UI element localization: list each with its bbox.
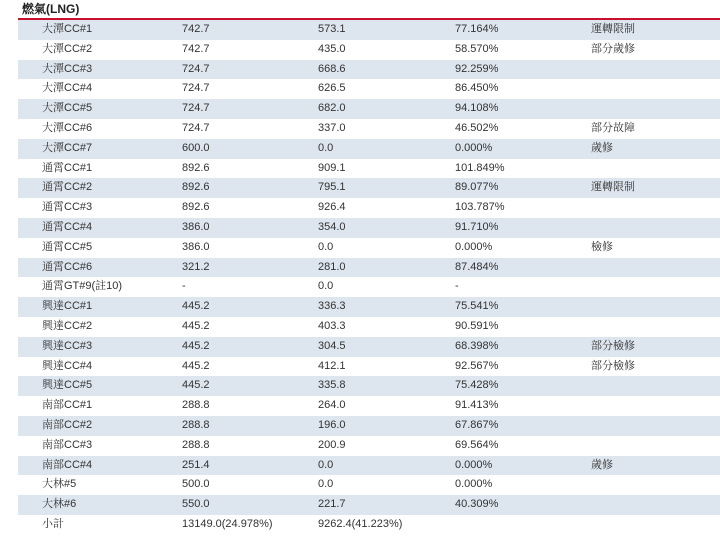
- unit-name-cell: 南部CC#3: [18, 436, 182, 456]
- ratio-cell: 103.787%: [455, 198, 591, 218]
- generation-cell: 412.1: [318, 357, 455, 377]
- unit-name-cell: 大潭CC#4: [18, 79, 182, 99]
- generation-cell: 668.6: [318, 60, 455, 80]
- ratio-cell: 0.000%: [455, 238, 591, 258]
- capacity-cell: 445.2: [182, 297, 318, 317]
- note-cell: [591, 396, 720, 416]
- ratio-cell: 90.591%: [455, 317, 591, 337]
- table-row: [18, 178, 720, 198]
- unit-name-cell: 通霄CC#5: [18, 238, 182, 258]
- capacity-cell: 892.6: [182, 178, 318, 198]
- note-cell: 部分檢修: [591, 357, 720, 377]
- capacity-cell: 724.7: [182, 60, 318, 80]
- ratio-cell: 77.164%: [455, 20, 591, 40]
- ratio-cell: 68.398%: [455, 337, 591, 357]
- note-cell: [591, 60, 720, 80]
- note-cell: 歲修: [591, 456, 720, 476]
- capacity-cell: 386.0: [182, 238, 318, 258]
- unit-name-cell: 南部CC#4: [18, 456, 182, 476]
- ratio-cell: 58.570%: [455, 40, 591, 60]
- capacity-cell: 445.2: [182, 317, 318, 337]
- capacity-cell: 321.2: [182, 258, 318, 278]
- generation-cell: 795.1: [318, 178, 455, 198]
- capacity-cell: 724.7: [182, 99, 318, 119]
- table-row: [18, 436, 720, 456]
- note-cell: [591, 297, 720, 317]
- note-cell: 運轉限制: [591, 20, 720, 40]
- table-row: [18, 79, 720, 99]
- ratio-cell: 0.000%: [455, 475, 591, 495]
- table-row: [18, 198, 720, 218]
- ratio-cell: 94.108%: [455, 99, 591, 119]
- unit-name-cell: 興達CC#3: [18, 337, 182, 357]
- unit-name-cell: 大潭CC#5: [18, 99, 182, 119]
- unit-name-cell: 興達CC#5: [18, 376, 182, 396]
- unit-name-cell: 大潭CC#1: [18, 20, 182, 40]
- subtotal-capacity: 13149.0(24.978%): [182, 515, 318, 535]
- capacity-cell: 892.6: [182, 159, 318, 179]
- table-row: [18, 60, 720, 80]
- table-row: [18, 357, 720, 377]
- note-cell: 檢修: [591, 238, 720, 258]
- capacity-cell: 600.0: [182, 139, 318, 159]
- note-cell: [591, 99, 720, 119]
- generation-cell: 0.0: [318, 277, 455, 297]
- generation-cell: 221.7: [318, 495, 455, 515]
- ratio-cell: 92.567%: [455, 357, 591, 377]
- capacity-cell: -: [182, 277, 318, 297]
- note-cell: 部分檢修: [591, 337, 720, 357]
- generation-cell: 281.0: [318, 258, 455, 278]
- ratio-cell: 92.259%: [455, 60, 591, 80]
- note-cell: [591, 277, 720, 297]
- capacity-cell: 386.0: [182, 218, 318, 238]
- table-row: [18, 159, 720, 179]
- note-cell: [591, 416, 720, 436]
- table-row: [18, 40, 720, 60]
- generation-cell: 336.3: [318, 297, 455, 317]
- generation-cell: 573.1: [318, 20, 455, 40]
- ratio-cell: 91.710%: [455, 218, 591, 238]
- table-row: [18, 416, 720, 436]
- capacity-cell: 500.0: [182, 475, 318, 495]
- ratio-cell: 40.309%: [455, 495, 591, 515]
- generation-table: [18, 20, 720, 535]
- table-row: [18, 317, 720, 337]
- generation-cell: 196.0: [318, 416, 455, 436]
- ratio-cell: 67.867%: [455, 416, 591, 436]
- generation-cell: 200.9: [318, 436, 455, 456]
- unit-name-cell: 南部CC#2: [18, 416, 182, 436]
- ratio-cell: 75.428%: [455, 376, 591, 396]
- unit-name-cell: 南部CC#1: [18, 396, 182, 416]
- note-cell: [591, 218, 720, 238]
- generation-cell: 354.0: [318, 218, 455, 238]
- capacity-cell: 251.4: [182, 456, 318, 476]
- note-cell: [591, 436, 720, 456]
- unit-name-cell: 興達CC#2: [18, 317, 182, 337]
- capacity-cell: 445.2: [182, 357, 318, 377]
- table-row: [18, 277, 720, 297]
- capacity-cell: 742.7: [182, 20, 318, 40]
- ratio-cell: 89.077%: [455, 178, 591, 198]
- subtotal-ratio: [455, 515, 591, 535]
- ratio-cell: 0.000%: [455, 139, 591, 159]
- capacity-cell: 288.8: [182, 436, 318, 456]
- note-cell: 歲修: [591, 139, 720, 159]
- table-row: [18, 396, 720, 416]
- unit-name-cell: 大潭CC#7: [18, 139, 182, 159]
- generation-cell: 264.0: [318, 396, 455, 416]
- ratio-cell: 0.000%: [455, 456, 591, 476]
- subtotal-label: 小計: [18, 515, 182, 535]
- unit-name-cell: 大潭CC#3: [18, 60, 182, 80]
- note-cell: [591, 159, 720, 179]
- note-cell: [591, 258, 720, 278]
- capacity-cell: 288.8: [182, 396, 318, 416]
- table-row: [18, 258, 720, 278]
- ratio-cell: -: [455, 277, 591, 297]
- generation-cell: 335.8: [318, 376, 455, 396]
- unit-name-cell: 通霄CC#2: [18, 178, 182, 198]
- generation-cell: 0.0: [318, 238, 455, 258]
- unit-name-cell: 大林#6: [18, 495, 182, 515]
- capacity-cell: 724.7: [182, 119, 318, 139]
- unit-name-cell: 通霄CC#6: [18, 258, 182, 278]
- note-cell: [591, 475, 720, 495]
- generation-cell: 0.0: [318, 139, 455, 159]
- generation-cell: 0.0: [318, 475, 455, 495]
- table-row: [18, 218, 720, 238]
- capacity-cell: 445.2: [182, 337, 318, 357]
- unit-name-cell: 大潭CC#2: [18, 40, 182, 60]
- ratio-cell: 91.413%: [455, 396, 591, 416]
- unit-name-cell: 通霄CC#1: [18, 159, 182, 179]
- ratio-cell: 101.849%: [455, 159, 591, 179]
- table-row: [18, 495, 720, 515]
- capacity-cell: 892.6: [182, 198, 318, 218]
- ratio-cell: 86.450%: [455, 79, 591, 99]
- generation-cell: 682.0: [318, 99, 455, 119]
- generation-cell: 304.5: [318, 337, 455, 357]
- section-title: 燃氣(LNG): [22, 2, 80, 16]
- note-cell: 運轉限制: [591, 178, 720, 198]
- note-cell: 部分歲修: [591, 40, 720, 60]
- generation-cell: 909.1: [318, 159, 455, 179]
- table-row: [18, 456, 720, 476]
- table-row: [18, 238, 720, 258]
- table-row: [18, 99, 720, 119]
- table-row: [18, 139, 720, 159]
- capacity-cell: 445.2: [182, 376, 318, 396]
- table-row: [18, 475, 720, 495]
- note-cell: 部分故障: [591, 119, 720, 139]
- table-row: [18, 297, 720, 317]
- unit-name-cell: 通霄GT#9(註10): [18, 277, 182, 297]
- table-row: [18, 119, 720, 139]
- unit-name-cell: 大林#5: [18, 475, 182, 495]
- generation-cell: 626.5: [318, 79, 455, 99]
- unit-name-cell: 興達CC#4: [18, 357, 182, 377]
- table-row: [18, 337, 720, 357]
- generation-cell: 926.4: [318, 198, 455, 218]
- unit-name-cell: 通霄CC#3: [18, 198, 182, 218]
- note-cell: [591, 79, 720, 99]
- unit-name-cell: 通霄CC#4: [18, 218, 182, 238]
- note-cell: [591, 198, 720, 218]
- unit-name-cell: 大潭CC#6: [18, 119, 182, 139]
- generation-cell: 435.0: [318, 40, 455, 60]
- ratio-cell: 87.484%: [455, 258, 591, 278]
- generation-cell: 0.0: [318, 456, 455, 476]
- generation-cell: 337.0: [318, 119, 455, 139]
- capacity-cell: 550.0: [182, 495, 318, 515]
- capacity-cell: 742.7: [182, 40, 318, 60]
- subtotal-row: [18, 515, 720, 535]
- note-cell: [591, 317, 720, 337]
- subtotal-generation: 9262.4(41.223%): [318, 515, 455, 535]
- unit-name-cell: 興達CC#1: [18, 297, 182, 317]
- capacity-cell: 288.8: [182, 416, 318, 436]
- ratio-cell: 75.541%: [455, 297, 591, 317]
- ratio-cell: 46.502%: [455, 119, 591, 139]
- generation-cell: 403.3: [318, 317, 455, 337]
- note-cell: [591, 495, 720, 515]
- subtotal-note: [591, 515, 720, 535]
- table-row: [18, 376, 720, 396]
- table-row: [18, 20, 720, 40]
- note-cell: [591, 376, 720, 396]
- ratio-cell: 69.564%: [455, 436, 591, 456]
- capacity-cell: 724.7: [182, 79, 318, 99]
